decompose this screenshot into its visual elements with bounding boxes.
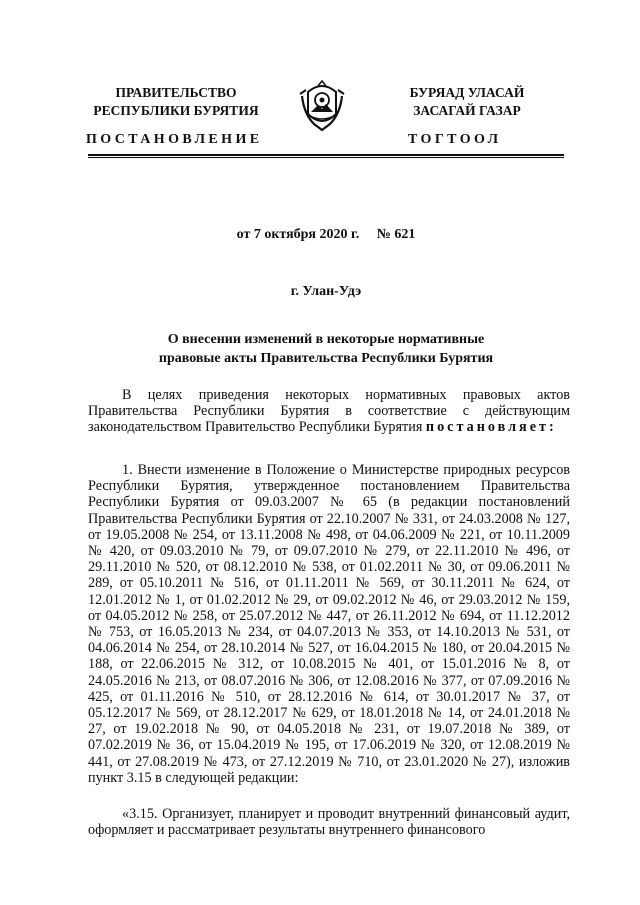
issuer-bua-line2: ЗАСАГАЙ ГАЗАР	[413, 103, 521, 118]
document-number: № 621	[376, 227, 416, 242]
issuer-ru-line2: РЕСПУБЛИКИ БУРЯТИЯ	[93, 103, 259, 118]
preamble-keyword: постановляет:	[425, 419, 557, 436]
title-line2: правовые акты Правительства Республики Бурятия	[158, 351, 494, 366]
preamble-paragraph	[88, 387, 570, 436]
date-number-line	[88, 227, 564, 243]
city: г. Улан-Удэ	[290, 284, 362, 299]
issuer-bua-line1: БУРЯАД УЛАСАЙ	[409, 85, 525, 100]
item1-text: 1. Внести изменение в Положение о Министерстве природных ресурсов Республики Бурятия, утвержденное постановлением Правительства Республики Бурятия от 09.03.2007 № 65 (в редакции постановлений Правительства Республики Бурятия от 22.10.2007 № 331, от 24.03.2008 № 127, от 19.05.2008 № 254, от 13.11.2008 № 498, от 04.06.2009 № 221, от 10.11.2009 № 420, от 09.03.2010 № 79, от 09.07.2010 № 279, от 22.11.2010 № 496, от 29.11.2010 № 520, от 08.12.2010 № 538, от 01.02.2011 № 30, от 09.06.2011 № 289, от 05.10.2011 № 516, от 01.11.2011 № 569, от 30.11.2011 № 624, от 12.01.2012 № 1, от 01.02.2012 № 29, от 09.02.2012 № 46, от 29.03.2012 № 159, от 04.05.2012 № 258, от 25.07.2012 № 447, от 26.11.2012 № 694, от 11.12.2012 № 753, от 16.05.2013 № 234, от 04.07.2013 № 353, от 14.10.2013 № 531, от 04.06.2014 № 254, от 28.10.2014 № 527, от 16.04.2015 № 180, от 20.04.2015 № 188, от 22.06.2015 № 312, от 10.08.2015 № 401, от 15.01.2016 № 8, от 24.05.2016 № 213, от 08.07.2016 № 306, от 12.08.2016 № 377, от 07.09.2016 № 425, от 01.11.2016 № 510, от 28.12.2016 № 614, от 30.01.2017 № 37, от 05.12.2017 № 569, от 28.12.2017 № 629, от 18.01.2018 № 14, от 24.01.2018 № 27, от 19.02.2018 № 90, от 04.05.2018 № 231, от 19.07.2018 № 389, от 07.02.2019 № 36, от 15.04.2019 № 195, от 17.06.2019 № 320, от 12.08.2019 № 441, от 27.08.2019 № 473, от 27.12.2019 № 710, от 23.01.2020 № 27), изложив пункт 3.15 в следующей редакции:	[88, 462, 570, 786]
document-title	[88, 330, 564, 368]
title-line1: О внесении изменений в некоторые нормативные	[167, 332, 485, 347]
header-rule-thin	[88, 157, 564, 158]
preamble-text: В целях приведения некоторых нормативных правовых актов Правительства Республики Бурятия в соответствие с действующим законодательством Правительство Республики Бурятия	[88, 387, 570, 436]
doc-type-bua: ТОГТООЛ	[408, 132, 502, 147]
item1-quote-text: «3.15. Организует, планирует и проводит внутренний финансовый аудит, оформляет и рассматривает результаты внутреннего финансового	[88, 806, 570, 839]
document-date: от 7 октября 2020 г.	[236, 227, 360, 242]
header-rule-thick	[88, 154, 564, 156]
item1-paragraph	[88, 462, 570, 786]
issuer-ru	[76, 84, 276, 120]
issuer-bua	[380, 84, 554, 120]
issuer-ru-line1: ПРАВИТЕЛЬСТВО	[115, 85, 237, 100]
coat-of-arms-emblem	[298, 78, 346, 134]
item1-quote-paragraph	[88, 806, 570, 838]
doc-type-ru: ПОСТАНОВЛЕНИЕ	[86, 132, 263, 147]
